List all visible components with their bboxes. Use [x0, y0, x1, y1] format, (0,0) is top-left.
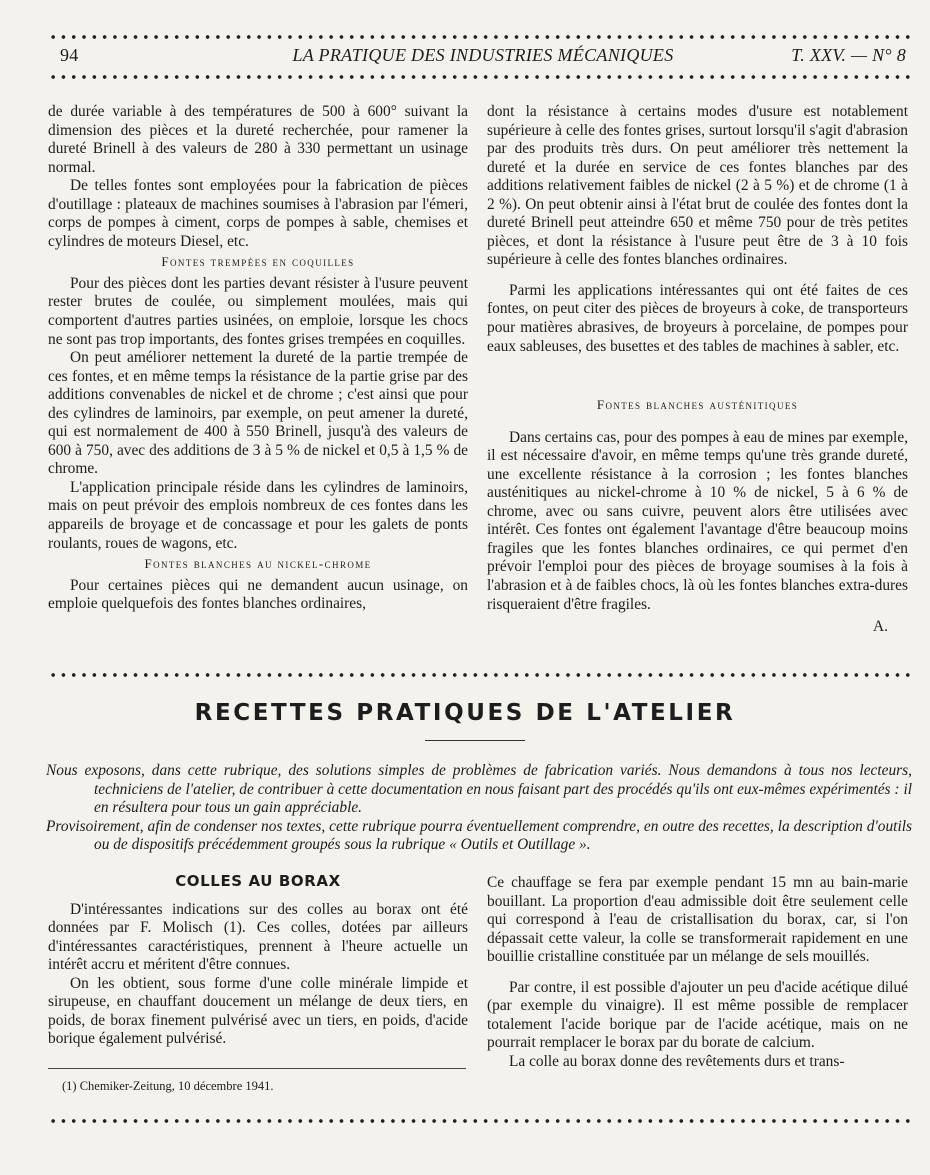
paragraph: D'intéressantes indications sur des colles au borax ont été données par F. Molisch (1). Ces colles, dotées par ailleurs d'intéressantes caractéristiques, prennent à l'heure actuelle un intérêt accru et méritent d'être connues.: [48, 900, 468, 974]
section-dotted-rule: [48, 671, 910, 679]
paragraph: Ce chauffage se fera par exemple pendant 15 mn au bain-marie bouillant. La proportion d'eau admissible doit être seulement celle qui correspond à l'eau de cristallisation du borax, car, si l'on dépassait cette valeur, la colle se transformerait rapidement en une bouillie cristalline constituée par un mélange de sels mouillés.: [487, 874, 908, 966]
paragraph: Pour certaines pièces qui ne demandent aucun usinage, on emploie quelquefois des fontes blanches ordinaires,: [48, 576, 468, 613]
title-underline: [425, 740, 525, 741]
subheading-nickel-chrome: Fontes blanches au nickel-chrome: [144, 556, 372, 572]
running-header: [60, 45, 906, 69]
section-title: RECETTES PRATIQUES DE L'ATELIER: [194, 700, 736, 726]
paragraph: Pour des pièces dont les parties devant résister à l'usure peuvent rester brutes de coulée, ou simplement moulées, mais qui comportent d'autres parties usinées, on emploie, lorsque les chocs ne sont pas trop importants, des fontes grises trempées en coquilles.: [48, 274, 468, 348]
intro-paragraph: Provisoirement, afin de condenser nos textes, cette rubrique pourra éventuellement comprendre, en outre des recettes, la description d'outils ou de dispositifs précédemment groupés sous la rubrique « Outils et Outillage ».: [46, 817, 912, 853]
top-right-column: [487, 103, 908, 637]
top-left-column: [48, 103, 468, 614]
paragraph: De telles fontes sont employées pour la fabrication de pièces d'outillage : plateaux de machines soumises à l'abrasion par l'émeri, corps de pompes à ciment, corps de pompes à sable, chemises et cylindres de moteurs Diesel, etc.: [48, 177, 468, 250]
paragraph: Parmi les applications intéressantes qui ont été faites de ces fontes, on peut citer des pièces de broyeurs à coke, de transporteurs pour matières abrasives, de broyeurs à porcelaine, de pompes pour eaux sableuses, des busettes et des tables de machines à sabler, etc.: [487, 281, 908, 355]
paragraph: On peut améliorer nettement la dureté de la partie trempée de ces fontes, et en même temps la résistance de la partie grise par des additions convenables de nickel et de chrome ; c'est ainsi que pour des cylindres de laminoirs, par exemple, on peut amener la dureté, qui est normalement de 400 à 550 Brinell, jusqu'à des valeurs de 600 à 750, avec des additions de 3 à 5 % de nickel et 0,5 à 1,5 % de chrome.: [48, 349, 468, 478]
header-dotted-rule: [48, 73, 910, 81]
subheading-fontes-trempees: Fontes trempées en coquilles: [161, 254, 355, 270]
paragraph: de durée variable à des températures de 500 à 600° suivant la dimension des pièces et la dureté recherchée, pour ramener la dureté Brinell à des valeurs de 280 à 330 permettant un usinage normal.: [48, 103, 468, 176]
page-number: 94: [60, 45, 79, 65]
footnote-rule: [48, 1068, 466, 1069]
paragraph: Par contre, il est possible d'ajouter un peu d'acide acétique dilué (par exemple du vinaigre). Il est même possible de remplacer totalement l'acide borique par de l'acide acétique, mais on ne pourrait remplacer le borax par du borate de calcium.: [487, 978, 908, 1052]
paragraph: dont la résistance à certains modes d'usure est notablement supérieure à celle des fontes grises, surtout lorsqu'il s'agit d'abrasion par des produits très durs. On peut améliorer très nettement la dureté et la durée en service de ces fontes blanches par des additions relativement faibles de nickel (2 à 5 %) et de chrome (1 à 2 %). On peut obtenir ainsi à l'état brut de coulée des fontes dont la dureté Brinell peut atteindre 650 et même 750 pour de très petites pièces, et dont la résistance à l'usure peut être de 3 à 10 fois supérieure à celle des fontes blanches ordinaires.: [487, 103, 908, 269]
journal-title: LA PRATIQUE DES INDUSTRIES MÉCANIQUES: [292, 45, 674, 65]
subheading-austenitiques: Fontes blanches austénitiques: [596, 397, 799, 413]
intro-paragraph: Nous exposons, dans cette rubrique, des solutions simples de problèmes de fabrication variés. Nous demandons à tous nos lecteurs, techniciens de l'atelier, de contribuer à cette documentation en nous faisant part des procédés qu'ils ont eux-mêmes expérimentés : il en résultera pour tous un gain appréciable.: [46, 762, 912, 816]
issue-number: T. XXV. — N° 8: [791, 45, 906, 65]
paragraph: On les obtient, sous forme d'une colle minérale limpide et sirupeuse, en chauffant doucement un mélange de deux tiers, en poids, de borax finement pulvérisé avec un tiers, en poids, d'acide borique également pulvérisé.: [48, 974, 468, 1048]
paragraph: Dans certains cas, pour des pompes à eau de mines par exemple, il est nécessaire d'avoir, en même temps qu'une très grande dureté, une excellente résistance à la corrosion ; les fontes blanches austénitiques au nickel-chrome à 10 % de nickel, 5 à 6 % de chrome, avec ou sans cuivre, peuvent alors être utilisées avec intérêt. Ces fontes ont également l'avantage d'être beaucoup moins fragiles que les fontes blanches ordinaires, ce qui permet d'en prévoir l'emploi pour des pièces de broyage soumises à la fois à l'abrasion et à de faibles chocs, là où les fontes blanches extra-dures risqueraient d'être fragiles.: [487, 428, 908, 613]
bottom-left-column: [48, 872, 468, 1049]
bottom-right-column: [487, 874, 908, 1071]
paragraph: L'application principale réside dans les cylindres de laminoirs, mais on peut prévoir des emplois nombreux de ces fontes dans les appareils de broyage et de concassage et pour les galets de ponts roulants, roues de wagons, etc.: [48, 478, 468, 552]
footnote: (1) Chemiker-Zeitung, 10 décembre 1941.: [62, 1079, 274, 1093]
author-signature: A.: [873, 618, 888, 636]
section-intro: [46, 762, 912, 855]
article-title: COLLES AU BORAX: [175, 872, 341, 890]
bottom-dotted-rule: [48, 1117, 910, 1125]
paragraph: La colle au borax donne des revêtements durs et trans-: [509, 1052, 845, 1070]
top-dotted-rule: [48, 33, 910, 41]
